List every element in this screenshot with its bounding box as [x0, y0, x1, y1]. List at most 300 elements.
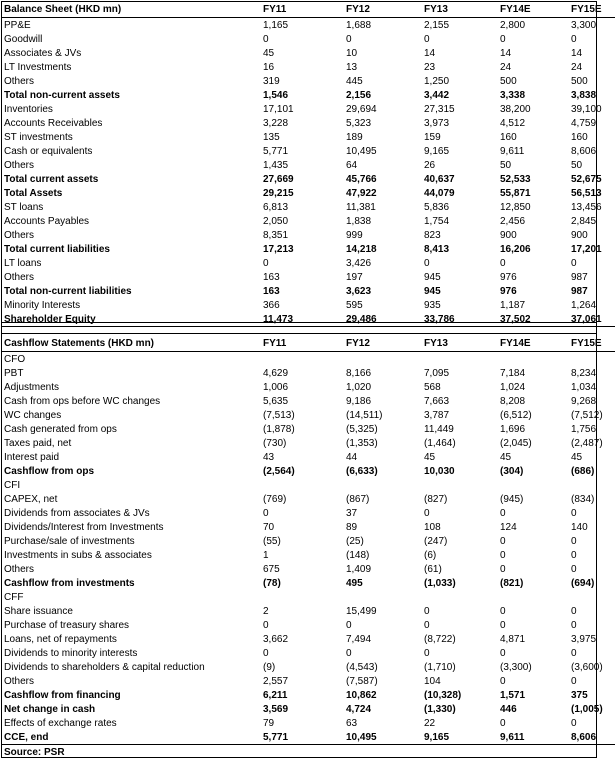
cell-value: [343, 352, 421, 367]
row-label: Share issuance: [4, 605, 73, 617]
cell-value: 319: [263, 75, 280, 87]
row-label: Loans, net of repayments: [4, 633, 117, 645]
table-row: [1, 200, 615, 214]
table-row: [1, 632, 615, 646]
cell-value: (55): [263, 535, 281, 547]
cell-value: (694): [571, 577, 595, 589]
cell-value: 10: [346, 47, 358, 59]
row-label: Cashflow from investments: [4, 577, 135, 589]
cell-value: 47,922: [346, 187, 377, 199]
cell-value: 43: [263, 451, 275, 463]
row-label: Total non-current liabilities: [4, 285, 132, 297]
cell-value: 0: [571, 675, 577, 687]
section-divider: [1, 322, 597, 334]
cell-value: 5,323: [346, 117, 372, 129]
cell-value: 33,786: [421, 312, 497, 327]
cell-value: 495: [346, 577, 363, 589]
cell-value: 0: [263, 257, 269, 269]
row-label: Accounts Receivables: [4, 117, 103, 129]
cell-value: (61): [424, 563, 442, 575]
cell-value: 160: [571, 131, 588, 143]
cell-value: 10,495: [343, 730, 421, 745]
table-row: [1, 242, 615, 256]
row-label: Net change in cash: [4, 703, 96, 715]
balance-sheet-table: [1, 2, 615, 327]
cell-value: 987: [571, 285, 588, 297]
cell-value: 0: [500, 549, 506, 561]
cell-value: 189: [346, 131, 363, 143]
row-label: LT loans: [4, 257, 42, 269]
cell-value: 50: [571, 159, 583, 171]
cell-value: 1,020: [346, 381, 372, 393]
cell-value: (2,487): [571, 437, 603, 449]
cell-value: 0: [424, 647, 430, 659]
cell-value: 976: [500, 271, 517, 283]
cell-value: 0: [346, 619, 352, 631]
row-label: Associates & JVs: [4, 47, 82, 59]
cell-value: 29,486: [343, 312, 421, 327]
table-row: [1, 604, 615, 618]
cell-value: 6,211: [263, 689, 288, 701]
cell-value: (304): [500, 465, 524, 477]
cell-value: (1,464): [424, 437, 456, 449]
cell-value: 0: [571, 535, 577, 547]
cell-value: [421, 352, 497, 367]
cell-value: 0: [424, 605, 430, 617]
cell-value: 5,771: [260, 730, 343, 745]
table-row: [1, 590, 615, 604]
table-row: [1, 492, 615, 506]
cell-value: (2,564): [263, 465, 295, 477]
cell-value: 108: [424, 521, 441, 533]
cell-value: (6,512): [500, 409, 532, 421]
table-row: [1, 18, 615, 33]
cell-value: [568, 478, 615, 492]
table-row: [1, 576, 615, 590]
cell-value: [343, 478, 421, 492]
cell-value: 2,557: [263, 675, 289, 687]
cell-value: 0: [571, 549, 577, 561]
cell-value: 135: [263, 131, 280, 143]
table-row: [1, 352, 615, 367]
cell-value: 500: [500, 75, 517, 87]
cell-value: 2,456: [500, 215, 526, 227]
cell-value: 0: [500, 33, 506, 45]
cell-value: 1,409: [346, 563, 372, 575]
cell-value: 159: [424, 131, 441, 143]
cell-value: 375: [571, 689, 588, 701]
cell-value: 55,871: [500, 187, 531, 199]
cell-value: (3,600): [571, 661, 603, 673]
table-row: [1, 186, 615, 200]
row-label: Dividends/Interest from Investments: [4, 521, 164, 533]
cell-value: 160: [500, 131, 517, 143]
table-row: [1, 144, 615, 158]
cell-value: 3,623: [346, 285, 372, 297]
cell-value: (821): [500, 577, 524, 589]
table-row: [1, 660, 615, 674]
cell-value: 0: [424, 619, 430, 631]
row-label: CFF: [4, 591, 24, 603]
table-row: [1, 74, 615, 88]
table-row: [1, 172, 615, 186]
cell-value: 7,663: [424, 395, 450, 407]
cell-value: 8,166: [346, 367, 372, 379]
cell-value: 163: [263, 271, 280, 283]
cell-value: (7,512): [571, 409, 603, 421]
row-label: Inventories: [4, 103, 53, 115]
cell-value: 595: [346, 299, 363, 311]
cell-value: 140: [571, 521, 588, 533]
table-row: [1, 32, 615, 46]
column-header: FY11: [260, 2, 343, 18]
cell-value: 5,771: [263, 145, 289, 157]
cell-value: [260, 590, 343, 604]
cell-value: 0: [263, 647, 269, 659]
cell-value: 900: [571, 229, 588, 241]
cell-value: (9): [263, 661, 276, 673]
cell-value: 44,079: [424, 187, 455, 199]
cell-value: 9,611: [497, 730, 568, 745]
cell-value: 26: [424, 159, 436, 171]
cell-value: 14: [571, 47, 583, 59]
cell-value: 0: [571, 647, 577, 659]
cell-value: 0: [346, 647, 352, 659]
cell-value: 11,449: [424, 423, 454, 435]
table-row: [1, 548, 615, 562]
cell-value: 14: [424, 47, 436, 59]
cell-value: 9,268: [571, 395, 597, 407]
cell-value: 1,756: [571, 423, 597, 435]
cell-value: 37,061: [568, 312, 615, 327]
cell-value: 29,694: [346, 103, 377, 115]
cell-value: 3,973: [424, 117, 450, 129]
table-row: [1, 158, 615, 172]
table-row: [1, 116, 615, 130]
column-header: FY13: [421, 336, 497, 352]
row-label: Total Assets: [4, 187, 63, 199]
cell-value: 24: [500, 61, 512, 73]
cell-value: 11,381: [346, 201, 376, 213]
cell-value: 999: [346, 229, 363, 241]
cell-value: 4,512: [500, 117, 526, 129]
cell-value: 823: [424, 229, 441, 241]
table-row: [1, 646, 615, 660]
cell-value: 0: [346, 33, 352, 45]
cell-value: 9,165: [421, 730, 497, 745]
table-row: [1, 380, 615, 394]
table-row: [1, 520, 615, 534]
cell-value: 0: [571, 619, 577, 631]
cell-value: (730): [263, 437, 287, 449]
table-row: [1, 228, 615, 242]
table-row: [1, 46, 615, 60]
table-row: [1, 394, 615, 408]
cell-value: (78): [263, 577, 281, 589]
cell-value: (6): [424, 549, 437, 561]
cell-value: 8,606: [571, 145, 597, 157]
cell-value: 7,494: [346, 633, 372, 645]
cell-value: 1,435: [263, 159, 289, 171]
cell-value: 3,569: [263, 703, 289, 715]
table-title: Balance Sheet (HKD mn): [1, 2, 260, 18]
table-row: [1, 674, 615, 688]
cell-value: 9,165: [424, 145, 450, 157]
cell-value: 14,218: [346, 243, 377, 255]
cell-value: 945: [424, 285, 441, 297]
cell-value: 1,034: [571, 381, 597, 393]
cell-value: 2: [263, 605, 269, 617]
cell-value: 70: [263, 521, 275, 533]
row-label: CFO: [4, 353, 26, 365]
row-label: Shareholder Equity: [1, 312, 260, 327]
column-header: FY14E: [497, 336, 568, 352]
cell-value: 0: [263, 33, 269, 45]
table-header-row: [1, 336, 615, 352]
row-label: Total current liabilities: [4, 243, 110, 255]
cell-value: 8,234: [571, 367, 597, 379]
cell-value: (7,513): [263, 409, 295, 421]
cell-value: 14: [500, 47, 512, 59]
row-label: Interest paid: [4, 451, 60, 463]
source-note: Source: PSR: [4, 746, 65, 758]
source-row: [1, 745, 615, 760]
cell-value: 0: [500, 257, 506, 269]
cell-value: (7,587): [346, 675, 378, 687]
row-label: CFI: [4, 479, 21, 491]
cell-value: 2,845: [571, 215, 597, 227]
cell-value: 44: [346, 451, 358, 463]
cell-value: 45: [500, 451, 512, 463]
cell-value: 45: [571, 451, 583, 463]
cell-value: 0: [571, 717, 577, 729]
table-row: [1, 562, 615, 576]
table-row: [1, 730, 615, 745]
cell-value: 0: [500, 605, 506, 617]
row-label: Others: [4, 271, 35, 283]
cell-value: 0: [500, 717, 506, 729]
cell-value: 13,456: [571, 201, 602, 213]
cell-value: 2,800: [500, 19, 526, 31]
cell-value: 5,836: [424, 201, 450, 213]
row-label: Adjustments: [4, 381, 60, 393]
cell-value: [497, 352, 568, 367]
cell-value: 0: [424, 257, 430, 269]
row-label: Cash from ops before WC changes: [4, 395, 161, 407]
column-header: FY13: [421, 2, 497, 18]
cell-value: 2,156: [346, 89, 372, 101]
cell-value: (8,722): [424, 633, 456, 645]
cell-value: (1,710): [424, 661, 456, 673]
column-header: FY11: [260, 336, 343, 352]
cell-value: 3,300: [571, 19, 597, 31]
table-row: [1, 534, 615, 548]
cell-value: 38,200: [500, 103, 531, 115]
row-label: Cashflow from ops: [4, 465, 95, 477]
cell-value: (3,300): [500, 661, 532, 673]
cell-value: (14,511): [346, 409, 383, 421]
column-header: FY12: [343, 2, 421, 18]
row-label: ST loans: [4, 201, 44, 213]
cell-value: (1,353): [346, 437, 378, 449]
cell-value: 8,208: [500, 395, 526, 407]
row-label: Investments in subs & associates: [4, 549, 152, 561]
cell-value: 15,499: [346, 605, 377, 617]
cell-value: 4,724: [346, 703, 372, 715]
cell-value: [497, 478, 568, 492]
cell-value: 1,006: [263, 381, 289, 393]
row-label: PP&E: [4, 19, 31, 31]
row-label: Others: [4, 563, 35, 575]
cell-value: 197: [346, 271, 363, 283]
table-row: [1, 408, 615, 422]
table-row: [1, 366, 615, 380]
cell-value: 27,669: [263, 173, 294, 185]
cell-value: 17,213: [263, 243, 294, 255]
cell-value: 52,533: [500, 173, 531, 185]
cell-value: 0: [500, 535, 506, 547]
cell-value: 0: [571, 563, 577, 575]
table-row: [1, 464, 615, 478]
cell-value: 366: [263, 299, 280, 311]
cell-value: 0: [500, 563, 506, 575]
cell-value: 12,850: [500, 201, 531, 213]
cell-value: (5,325): [346, 423, 378, 435]
table-header-row: [1, 2, 615, 18]
cell-value: 79: [263, 717, 275, 729]
row-label: CCE, end: [1, 730, 260, 745]
row-label: Accounts Payables: [4, 215, 90, 227]
cell-value: 0: [571, 507, 577, 519]
cell-value: 27,315: [424, 103, 455, 115]
table-row: [1, 688, 615, 702]
cell-value: 17,201: [571, 243, 602, 255]
row-label: Others: [4, 75, 35, 87]
cell-value: 29,215: [263, 187, 294, 199]
cell-value: 3,338: [500, 89, 526, 101]
row-label: Others: [4, 675, 35, 687]
cell-value: [497, 590, 568, 604]
table-row: [1, 618, 615, 632]
cell-value: 446: [500, 703, 517, 715]
cell-value: 45: [424, 451, 436, 463]
cell-value: (834): [571, 493, 595, 505]
row-label: CAPEX, net: [4, 493, 58, 505]
table-row: [1, 478, 615, 492]
cell-value: 1,250: [424, 75, 450, 87]
table-row: [1, 716, 615, 730]
table-row: [1, 702, 615, 716]
cell-value: (1,878): [263, 423, 295, 435]
table-row: [1, 506, 615, 520]
cell-value: (2,045): [500, 437, 532, 449]
row-label: Others: [4, 159, 35, 171]
cell-value: 945: [424, 271, 441, 283]
cell-value: 1,165: [263, 19, 289, 31]
cell-value: 3,426: [346, 257, 372, 269]
cell-value: 0: [424, 507, 430, 519]
cell-value: 3,442: [424, 89, 450, 101]
cell-value: 0: [500, 647, 506, 659]
cell-value: 37,502: [497, 312, 568, 327]
row-label: Purchase of treasury shares: [4, 619, 130, 631]
cell-value: 1,688: [346, 19, 372, 31]
cell-value: 0: [500, 507, 506, 519]
cell-value: 0: [500, 675, 506, 687]
cell-value: 445: [346, 75, 363, 87]
cell-value: (1,033): [424, 577, 456, 589]
cell-value: 568: [424, 381, 441, 393]
table-row: [1, 436, 615, 450]
table-row: [1, 270, 615, 284]
row-label: PBT: [4, 367, 24, 379]
table-row: [1, 256, 615, 270]
cell-value: [568, 590, 615, 604]
cell-value: 4,629: [263, 367, 289, 379]
cell-value: 11,473: [260, 312, 343, 327]
table-row: [1, 88, 615, 102]
cell-value: 23: [424, 61, 436, 73]
cell-value: 935: [424, 299, 441, 311]
row-label: Goodwill: [4, 33, 43, 45]
cell-value: 89: [346, 521, 358, 533]
cell-value: [260, 478, 343, 492]
row-label: Total non-current assets: [4, 89, 120, 101]
table-row: [1, 422, 615, 436]
cell-value: 0: [263, 507, 269, 519]
column-header: FY15E: [568, 336, 615, 352]
row-label: Cash generated from ops: [4, 423, 117, 435]
cell-value: [568, 352, 615, 367]
cell-value: 3,787: [424, 409, 450, 421]
cell-value: 163: [263, 285, 280, 297]
cell-value: 0: [263, 619, 269, 631]
cell-value: 0: [571, 257, 577, 269]
cell-value: 56,513: [571, 187, 602, 199]
cell-value: 10,862: [346, 689, 377, 701]
cell-value: 3,975: [571, 633, 597, 645]
cell-value: 63: [346, 717, 358, 729]
cell-value: 6,813: [263, 201, 289, 213]
table-row: [1, 130, 615, 144]
row-label: Cash or equivalents: [4, 145, 93, 157]
column-header: FY12: [343, 336, 421, 352]
cell-value: 22: [424, 717, 436, 729]
row-label: Total current assets: [4, 173, 99, 185]
cell-value: 1,546: [263, 89, 289, 101]
cell-value: 1,024: [500, 381, 526, 393]
cell-value: 0: [500, 619, 506, 631]
cell-value: (6,633): [346, 465, 378, 477]
cell-value: 9,611: [500, 145, 525, 157]
row-label: Dividends to shareholders & capital reduction: [4, 661, 205, 673]
table-row: [1, 102, 615, 116]
cell-value: 987: [571, 271, 588, 283]
cell-value: 2,155: [424, 19, 450, 31]
table-row: [1, 298, 615, 312]
column-header: FY14E: [497, 2, 568, 18]
cell-value: 4,759: [571, 117, 597, 129]
cell-value: (1,005): [571, 703, 603, 715]
cell-value: 16: [263, 61, 275, 73]
cell-value: (1,330): [424, 703, 456, 715]
cell-value: 1,696: [500, 423, 526, 435]
cell-value: 37: [346, 507, 358, 519]
cell-value: 8,413: [424, 243, 450, 255]
row-label: Effects of exchange rates: [4, 717, 117, 729]
cell-value: 7,095: [424, 367, 450, 379]
cell-value: (867): [346, 493, 370, 505]
